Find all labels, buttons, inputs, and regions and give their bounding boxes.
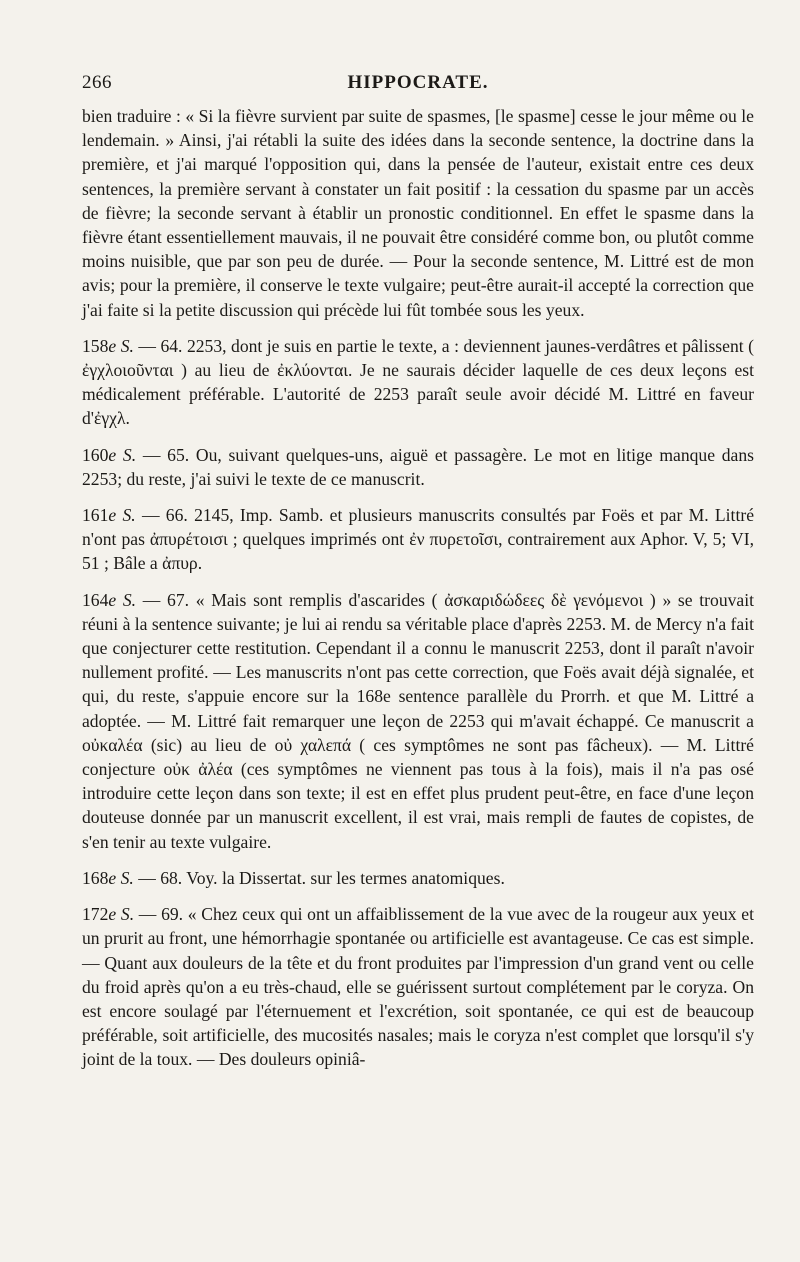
paragraph-text: — 68. Voy. la Dissertat. sur les termes anatomiques. <box>133 867 505 888</box>
paragraph-text: — 69. « Chez ceux qui ont un affaiblissement de la vue avec de la rougeur aux yeux et un prurit au front, une hémorrhagie spontanée ou artificielle est avantageuse. Ce cas est simple. — Quant aux douleurs de la tête et du front produites par l'impression d'un grand vent ou celle du froid après qu'on a eu très-chaud, elle se guérissent surtout complétement par le coryza. On est encore soulagé par l'éternuement et l'excrétion, soit spontanée, ce qui est de beaucoup préférable, soit artificielle, des mucosités nasales; mais le coryza n'est complet que lorsqu'il s'y joint de la toux. — Des douleurs opiniâ- <box>82 904 754 1070</box>
paragraph-note-158 <box>82 334 754 431</box>
sentence-reference: 160e S. <box>82 444 137 465</box>
paragraph-note-161 <box>82 503 754 576</box>
paragraph-text: — 64. 2253, dont je suis en partie le texte, a : deviennent jaunes-verdâtres et pâlissent ( ἐγχλοιοῦνται ) au lieu de ἐκλύονται. Je ne saurais décider laquelle de ces deux leçons est médicalement préférable. L'autorité de 2253 paraît seule avoir décidé M. Littré en faveur d'ἐγχλ. <box>82 335 754 429</box>
paragraph-note-172 <box>82 902 754 1071</box>
sentence-reference: 172e S. <box>82 904 135 925</box>
paragraph-text: — 67. « Mais sont remplis d'ascarides ( ἀσκαριδώδεες δὲ γενόμενοι ) » se trouvait réuni à la sentence suivante; je lui ai rendu sa véritable place d'après 2253. M. de Mercy n'a fait que conjecturer cette restitution. Cependant il a connu le manuscrit 2253, dont il paraît n'avoir nullement profité. — Les manuscrits n'ont pas cette correction, que Foës avait déjà signalée, et qui, du reste, s'appuie encore sur la 168e sentence parallèle du Prorrh. et que M. Littré a adoptée. — M. Littré fait remarquer une leçon de 2253 qui m'avait échappé. Ce manuscrit a οὐκαλέα (sic) au lieu de οὐ χαλεπά ( ces symptômes ne sont pas fâcheux). — M. Littré conjecture οὐκ ἀλέα (ces symptômes ne viennent pas tous à la fois), mais il n'a pas osé introduire cette leçon dans son texte; il est en effet plus prudent peut-être, en face d'une leçon douteuse donnée par un manuscrit excellent, il est vrai, mais rempli de fautes de copistes, de s'en tenir au texte vulgaire. <box>82 589 754 852</box>
sentence-reference: 161e S. <box>82 505 136 526</box>
sentence-reference: 168e S. <box>82 867 134 888</box>
book-page <box>82 72 754 1072</box>
page-title: HIPPOCRATE. <box>347 72 489 93</box>
sentence-reference: 158e S. <box>82 335 134 356</box>
paragraph-text: — 65. Ou, suivant quelques-uns, aiguë et passagère. Le mot en litige manque dans 2253; du reste, j'ai suivi le texte de ce manuscrit. <box>82 444 754 489</box>
sentence-reference: 164e S. <box>82 589 137 610</box>
paragraph-text: — 66. 2145, Imp. Samb. et plusieurs manuscrits consultés par Foës et par M. Littré n'ont pas ἀπυρέτοισι ; quelques imprimés ont ἐν πυρετοῖσι, contrairement aux Aphor. V, 5; VI, 51 ; Bâle a ἀπυρ. <box>82 505 754 574</box>
paragraph-note-164 <box>82 588 754 854</box>
paragraph-note-168 <box>82 866 754 890</box>
paragraph-note-160 <box>82 443 754 491</box>
paragraph-text: bien traduire : « Si la fièvre survient par suite de spasmes, [le spasme] cesse le jour même ou le lendemain. » Ainsi, j'ai rétabli la suite des idées dans la seconde sentence, la doctrine dans la première, et j'ai marqué l'opposition qui, dans la pensée de l'auteur, existait entre ces deux sentences, la première servant à constater un fait positif : la cessation du spasme par un accès de fièvre; la seconde servant à établir un pronostic conditionnel. En effet le spasme dans la fièvre étant essentiellement mauvais, il ne pouvait être considéré comme bon, ou plutôt comme moins nuisible, que par son peu de durée. — Pour la seconde sentence, M. Littré est de mon avis; pour la première, il conserve le texte vulgaire; peut-être aurait-il accepté la correction que j'ai faite si la petite discussion qui précède lui fût tombée sous les yeux. <box>82 106 754 320</box>
running-head <box>82 72 754 104</box>
page-number: 266 <box>82 72 112 93</box>
paragraph-intro <box>82 104 754 322</box>
